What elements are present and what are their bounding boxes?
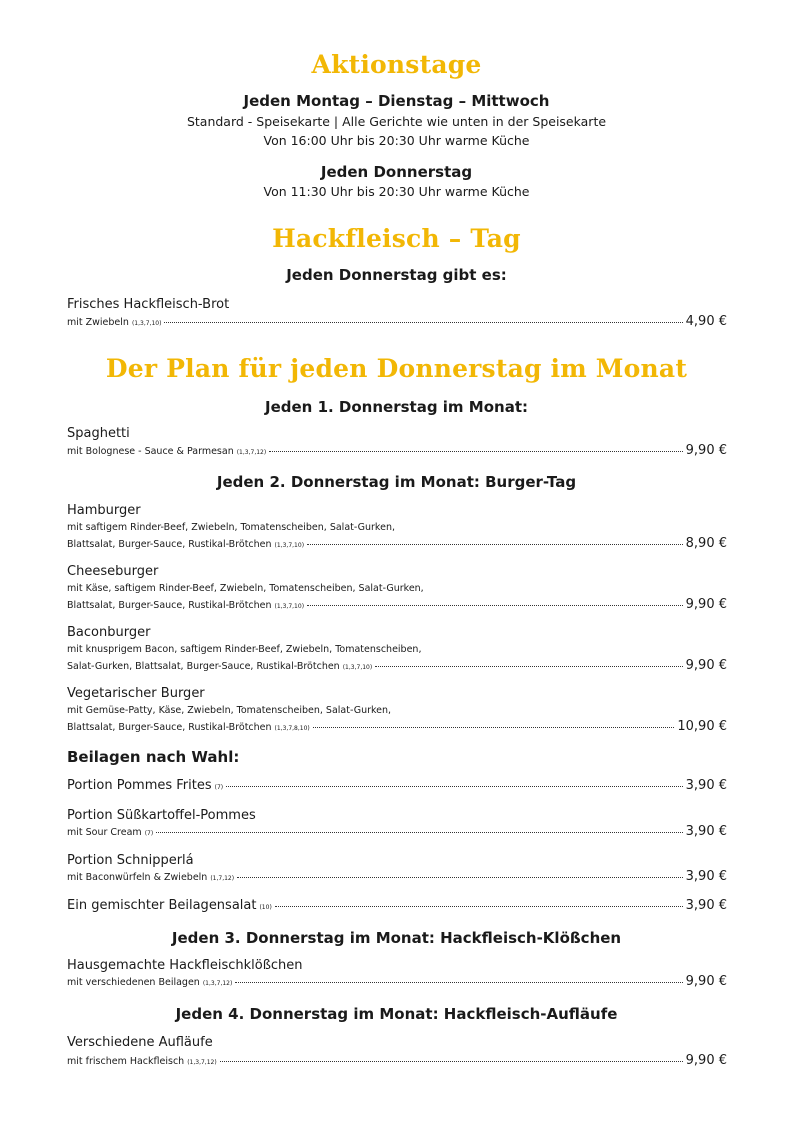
menu-item-price: 9,90 € <box>685 974 727 989</box>
menu-item-price: 9,90 € <box>685 658 727 673</box>
week3-heading: Jeden 3. Donnerstag im Monat: Hackfleisch-Klößchen <box>171 929 622 947</box>
allergen-codes: (1,3,7,10) <box>274 603 305 610</box>
menu-item-name: Frisches Hackfleisch-Brot <box>67 297 230 312</box>
dot-leader <box>307 544 683 545</box>
menu-item-row <box>67 658 727 673</box>
dot-leader <box>307 605 683 606</box>
menu-item-name: Baconburger <box>67 625 151 640</box>
allergen-codes: (1,3,7,12) <box>202 980 233 987</box>
menu-item-price: 10,90 € <box>677 719 727 734</box>
menu-item-price: 3,90 € <box>685 824 727 839</box>
menu-item-desc: mit frischem Hackfleisch <box>67 1056 185 1067</box>
week1-heading: Jeden 1. Donnerstag im Monat: <box>265 398 528 416</box>
menu-item-name: Spaghetti <box>67 426 130 441</box>
menu-item-row <box>67 597 727 612</box>
menu-item-name: Portion Süßkartoffel-Pommes <box>67 808 256 823</box>
menu-item-row <box>67 778 727 793</box>
menu-item-price: 9,90 € <box>685 597 727 612</box>
menu-item-name: Ein gemischter Beilagensalat <box>67 898 257 913</box>
menu-item-name: Vegetarischer Burger <box>67 686 205 701</box>
thursday-hours: Von 11:30 Uhr bis 20:30 Uhr warme Küche <box>263 184 530 199</box>
menu-item-row <box>67 1053 727 1068</box>
allergen-codes: (1,7,12) <box>210 875 235 882</box>
menu-item-desc: mit Sour Cream <box>67 827 142 838</box>
menu-item-desc: mit Bolognese - Sauce & Parmesan <box>67 446 234 457</box>
standard-menu-note: Standard - Speisekarte | Alle Gerichte wie unten in der Speisekarte <box>186 114 607 129</box>
menu-item-desc: mit saftigem Rinder-Beef, Zwiebeln, Tomatenscheiben, Salat-Gurken, <box>67 522 395 533</box>
week2-heading: Jeden 2. Donnerstag im Monat: Burger-Tag <box>216 473 577 491</box>
menu-item-desc: mit verschiedenen Beilagen <box>67 977 200 988</box>
menu-item-name: Hausgemachte Hackfleischklößchen <box>67 958 303 973</box>
week4-heading: Jeden 4. Donnerstag im Monat: Hackfleisch-Aufläufe <box>175 1005 618 1023</box>
menu-item-row <box>67 824 727 839</box>
menu-item-desc: Blattsalat, Burger-Sauce, Rustikal-Brötchen <box>67 539 272 550</box>
menu-item-row <box>67 314 727 329</box>
menu-item-row <box>67 869 727 884</box>
hackfleisch-tag-title: Hackfleisch – Tag <box>272 224 521 253</box>
allergen-codes: (1,3,7,10) <box>342 664 373 671</box>
dot-leader <box>375 666 682 667</box>
menu-item-name: Verschiedene Aufläufe <box>67 1035 213 1050</box>
aktionstage-title: Aktionstage <box>311 50 482 79</box>
menu-item-name: Portion Schnipperlá <box>67 853 194 868</box>
menu-item-price: 3,90 € <box>685 869 727 884</box>
menu-item-desc: Blattsalat, Burger-Sauce, Rustikal-Brötchen <box>67 600 272 611</box>
menu-item-row <box>67 974 727 989</box>
menu-item-desc: mit Käse, saftigem Rinder-Beef, Zwiebeln, Tomatenscheiben, Salat-Gurken, <box>67 583 424 594</box>
menu-item-name: Hamburger <box>67 503 141 518</box>
allergen-codes: (7) <box>214 784 224 791</box>
allergen-codes: (1,3,7,12) <box>236 449 267 456</box>
menu-item-row <box>67 536 727 551</box>
menu-item-desc: Blattsalat, Burger-Sauce, Rustikal-Brötchen <box>67 722 272 733</box>
allergen-codes: (10) <box>259 904 272 911</box>
menu-item-price: 3,90 € <box>685 898 727 913</box>
menu-item-desc: mit Zwiebeln <box>67 317 129 328</box>
thursday-offer-heading: Jeden Donnerstag gibt es: <box>286 266 507 284</box>
menu-item-price: 9,90 € <box>685 443 727 458</box>
allergen-codes: (1,3,7,8,10) <box>274 725 310 732</box>
menu-item-row <box>67 898 727 913</box>
dot-leader <box>164 322 682 323</box>
dot-leader <box>220 1061 683 1062</box>
allergen-codes: (1,3,7,10) <box>131 320 162 327</box>
dot-leader <box>275 906 683 907</box>
menu-item-name: Cheeseburger <box>67 564 159 579</box>
dot-leader <box>269 451 682 452</box>
allergen-codes: (1,3,7,10) <box>274 542 305 549</box>
menu-item-desc: mit Gemüse-Patty, Käse, Zwiebeln, Tomatenscheiben, Salat-Gurken, <box>67 705 392 716</box>
monthly-plan-title: Der Plan für jeden Donnerstag im Monat <box>105 354 688 383</box>
sides-heading: Beilagen nach Wahl: <box>67 748 240 766</box>
dot-leader <box>237 877 683 878</box>
allergen-codes: (1,3,7,12) <box>187 1059 217 1066</box>
mon-wed-hours: Von 16:00 Uhr bis 20:30 Uhr warme Küche <box>263 133 530 148</box>
mon-wed-heading: Jeden Montag – Dienstag – Mittwoch <box>243 92 550 110</box>
menu-item-name: Portion Pommes Frites <box>67 778 212 793</box>
thursday-heading: Jeden Donnerstag <box>320 163 473 181</box>
allergen-codes: (7) <box>144 830 154 837</box>
menu-item-price: 3,90 € <box>685 778 727 793</box>
dot-leader <box>313 727 675 728</box>
menu-item-desc: mit Baconwürfeln & Zwiebeln <box>67 872 208 883</box>
dot-leader <box>226 786 683 787</box>
menu-item-price: 8,90 € <box>685 536 727 551</box>
menu-item-row <box>67 719 727 734</box>
dot-leader <box>156 832 682 833</box>
menu-item-price: 4,90 € <box>685 314 727 329</box>
menu-item-price: 9,90 € <box>685 1053 727 1068</box>
menu-item-row <box>67 443 727 458</box>
menu-item-desc: mit knusprigem Bacon, saftigem Rinder-Beef, Zwiebeln, Tomatenscheiben, <box>67 644 422 655</box>
menu-item-desc: Salat-Gurken, Blattsalat, Burger-Sauce, Rustikal-Brötchen <box>67 661 340 672</box>
dot-leader <box>235 982 682 983</box>
